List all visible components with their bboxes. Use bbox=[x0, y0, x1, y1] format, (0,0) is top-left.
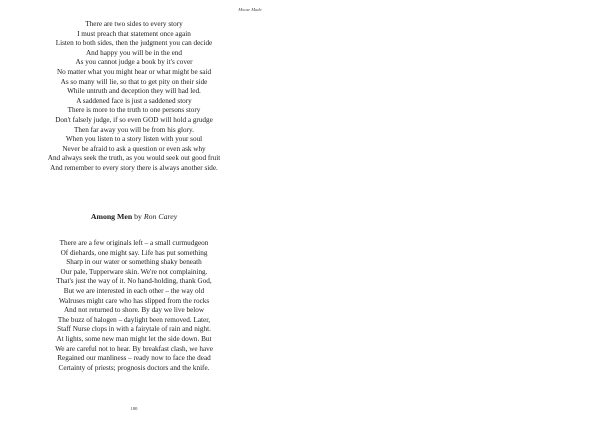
poem-line: Staff Nurse clops in with a fairytale of rain and night. bbox=[57, 325, 211, 334]
poem-line: But we are interested in each other – the way old bbox=[63, 286, 205, 295]
poem-line: Then far away you will be from his glory. bbox=[74, 125, 194, 134]
poem-among-men bbox=[12, 239, 256, 373]
poem-line: I must preach that statement once again bbox=[77, 29, 191, 38]
poem-line: And remember to every story there is always another side. bbox=[50, 163, 218, 172]
poem-line: Don't falsely judge, if so even GOD will hold a grudge bbox=[55, 115, 213, 124]
poem-line: At lights, some new man might let the side down. But bbox=[56, 334, 212, 343]
poem-line: And always seek the truth, as you would seek out good fruit bbox=[47, 154, 221, 163]
poem-title: Among Men bbox=[90, 212, 133, 221]
poem-line: While untruth and deception they will had led. bbox=[67, 87, 201, 96]
poem-line: Regained our manliness – ready now to face the dead bbox=[57, 354, 211, 363]
page-number: 180 bbox=[130, 406, 138, 411]
poem-line: There are a few originals left – a small curmudgeon bbox=[59, 239, 209, 247]
poem-line: We are careful not to hear. By breakfast clash, we have bbox=[55, 344, 213, 353]
poem-line: No matter what you might hear or what might be said bbox=[56, 67, 212, 76]
running-head: Moose Made bbox=[238, 7, 262, 12]
poem-line: Never be afraid to ask a question or even ask why bbox=[62, 144, 206, 153]
poem-line: Of diehards, one might say. Life has put something bbox=[60, 248, 208, 257]
poem-line: When you listen to a story listen with your soul bbox=[65, 135, 203, 144]
poem-author: Ron Carey bbox=[143, 212, 178, 221]
poem-line: There is more to the truth to one persons story bbox=[67, 106, 201, 115]
poem-line: Listen to both sides, then the judgment you can decide bbox=[55, 39, 213, 48]
poem-two-sides bbox=[12, 20, 256, 174]
poem-line: And happy you will be in the end bbox=[85, 48, 183, 57]
poem-line: Our pale, Tupperware skin. We're not complaining. bbox=[60, 267, 208, 276]
poem-line: A saddened face is just a saddened story bbox=[76, 96, 192, 105]
poem-title-block bbox=[12, 212, 256, 222]
poem-line: That's just the way of it. No hand-holding, thank God, bbox=[56, 277, 212, 286]
poem-line: Sharp in our water or something shaky beneath bbox=[66, 258, 202, 267]
poem-line: There are two sides to every story bbox=[85, 20, 183, 28]
poem-line: Certainty of priests; prognosis doctors and the knife. bbox=[58, 363, 210, 372]
poem-by: by bbox=[134, 212, 142, 221]
poem-line: The buzz of halogen – daylight been removed. Later, bbox=[57, 315, 211, 324]
poem-line: As you cannot judge a book by it's cover bbox=[75, 58, 193, 67]
poem-line: Walruses might care who has slipped from the rocks bbox=[58, 296, 210, 305]
poem-line: And not returned to shore. By day we live below bbox=[63, 306, 205, 315]
poem-line: As so many will lie, so that to get pity on their side bbox=[60, 77, 208, 86]
